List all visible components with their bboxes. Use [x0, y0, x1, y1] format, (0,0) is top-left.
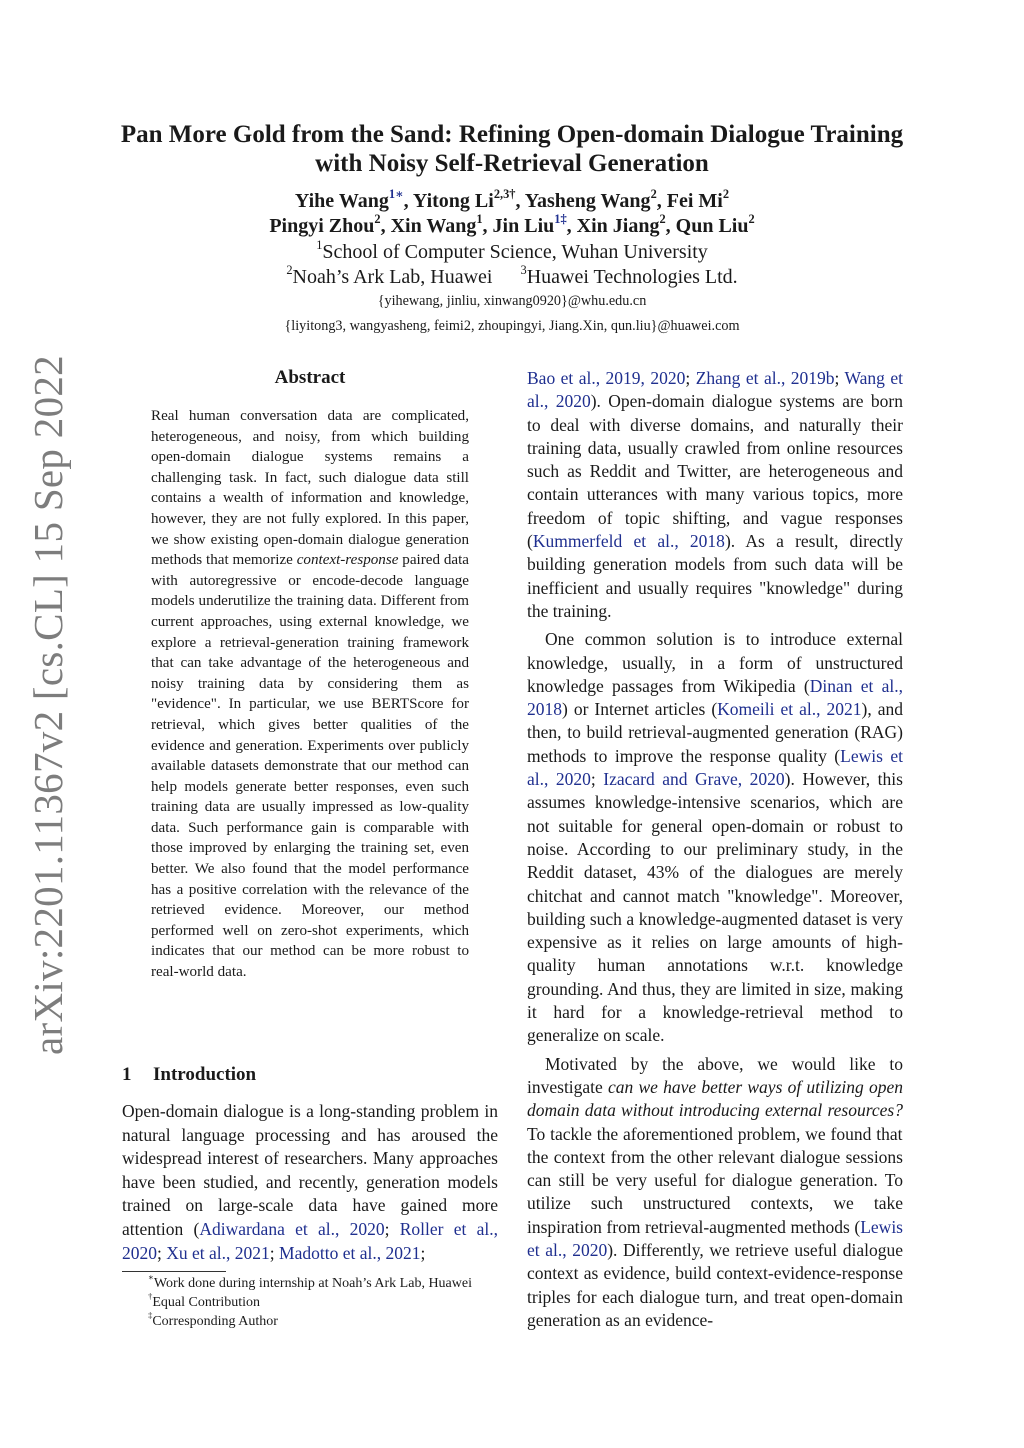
author-name: Xin Jiang — [576, 215, 660, 237]
author-mark: 2 — [722, 187, 730, 202]
citation-link[interactable]: Roller et al., 2020 — [122, 1218, 499, 1263]
author-mark: 2 — [748, 212, 755, 227]
citation-link[interactable]: Xu et al., 2021 — [166, 1242, 270, 1263]
footnote — [148, 1293, 260, 1312]
affiliation-mark: 2 — [286, 263, 293, 278]
author-name: Yitong Li — [412, 190, 494, 212]
affiliation-name: School of Computer Science, Wuhan University — [322, 241, 708, 263]
section-heading-introduction — [122, 1064, 256, 1086]
paragraph: One common solution is to introduce external knowledge, usually, in a form of unstructured knowledge passages from Wikipedia (Dinan et al., 2018) or Internet articles (Komeili et al., 2021), and then, to build retrieval-augmented generation (RAG) methods to improve the response quality (Lewis et al., 2020; Izacard and Grave, 2020). However, this assumes knowledge-intensive scenarios, which are not suitable for general open-domain or robust to noise. According to our preliminary study, in the Reddit dataset, 43% of the dialogues are merely chitchat and cannot match "knowledge". Moreover, building such a knowledge-augmented dataset is very expensive as it relies on large amounts of high-quality human annotations w.r.t. knowledge grounding. And thus, they are limited in size, making it hard for a knowledge-retrieval method to generalize on scale. — [527, 629, 904, 1046]
citation-link[interactable]: Wang et al., 2020 — [527, 368, 904, 412]
affiliation-mark: 1 — [316, 238, 323, 253]
citation-link[interactable]: Zhang et al., 2019b — [695, 368, 835, 388]
citation-link[interactable]: Bao et al., 2019, 2020 — [527, 368, 686, 388]
abstract-text: Real human conversation data are complicated, heterogeneous, and noisy, from which building open-domain dialogue systems remains a challenging task. In fact, such dialogue data still contains a wealth of information and knowledge, however, they are not fully explored. In this paper, we show existing open-domain dialogue generation methods that memorize — [151, 408, 469, 569]
footnote-text: Corresponding Author — [152, 1314, 278, 1329]
author-mark: 2,3† — [493, 187, 516, 202]
author-mark: 2 — [659, 212, 666, 227]
intro-paragraph: Open-domain dialogue is a long-standing problem in natural language processing and has aroused the widespread interest of researchers. Many approaches have been studied, and recently, generation models trained on large-scale data have gained more attention (Adiwardana et al., 2020; Roller et al., 2020; Xu et al., 2021; Madotto et al., 2021; — [122, 1101, 499, 1263]
paragraph-text: To tackle the aforementioned problem, we found that the context from the other relevant dialogue sessions can still be very useful for dialogue generation. To utilize such unstructured contexts, we take inspiration from retrieval-augmented methods ( — [527, 1123, 903, 1237]
paragraph-text: ). As a result, directly building generation models from such data will be inefficient and usually requires "knowledge" during the training. — [527, 531, 903, 621]
abstract-body — [151, 406, 469, 983]
citation-link[interactable]: Lewis et al., 2020 — [527, 1216, 903, 1260]
affiliation-line-1 — [100, 240, 924, 264]
author-line-1: Yihe Wang$^{1∗}$, Yitong $Li^{2,3\dagger}$, Yasheng Wang$^2$, Fei Mi$^2$ — [294, 187, 730, 212]
paper-title: Pan More Gold from the Sand: Refining Open-domain Dialogue Training with Noisy Self-Retrieval Generation — [120, 121, 904, 177]
affiliation-line-2 — [100, 265, 924, 289]
footnote-divider — [122, 1271, 226, 1272]
citation-link[interactable]: Adiwardana et al., 2020 — [199, 1218, 385, 1239]
citation-link[interactable]: Lewis et al., 2020 — [527, 745, 903, 790]
author-name: Pingyi Zhou — [269, 215, 375, 237]
author-mark: 1‡ — [554, 212, 567, 227]
paragraph-text: ). Open-domain dialogue systems are born to deal with diverse domains, and naturally their training data, usually crawled from online resources such as Reddit and Twitter, are heterogeneous and contain utterances with many various topics, more freedom of topic shifting, and vague responses ( — [527, 391, 903, 552]
affiliation-mark: 3 — [520, 263, 527, 278]
footnote-text: Equal Contribution — [152, 1295, 261, 1310]
right-column — [527, 367, 903, 1337]
citation-link[interactable]: Izacard and Grave, 2020 — [603, 769, 785, 790]
paragraph-text: One common solution is to introduce external knowledge, usually, in a form of unstructured knowledge passages from Wikipedia ( — [527, 629, 903, 696]
email-line-huawei: {liyitong3, wangyasheng, feimi2, zhoupingyi, Jiang.Xin, qun.liu}@huawei.com — [284, 318, 740, 334]
author-line-2: Pingyi Zhou$^2$, Xin Wang$^1$, Jin Liu$^{1\ddagger}$, Xin Jiang$^2$, Qun Liu$^2$ — [269, 212, 755, 237]
paragraph-text: ). Differently, we retrieve useful dialogue context as evidence, build context-evidence-response triples for each dialogue turn, and treat open-domain generation as an evidence- — [527, 1239, 903, 1330]
email-line-whu: {yihewang, jinliu, xinwang0920}@whu.edu.cn — [377, 293, 647, 309]
paragraph-text: ) or Internet articles ( — [562, 699, 718, 720]
footnote-text: Work done during internship at Noah’s Ark Lab, Huawei — [153, 1276, 472, 1291]
section-title: Introduction — [153, 1064, 257, 1085]
intro-text: Open-domain dialogue is a long-standing problem in natural language processing and has aroused the widespread interest of researchers. Many approaches have been studied, and recently, generation models trained on large-scale data have gained more attention ( — [122, 1101, 498, 1239]
author-mark: 1∗ — [388, 187, 404, 202]
paragraph-italic: can we have better ways of utilizing open domain data without introducing external resources? — [527, 1076, 903, 1121]
author-mark: 2 — [650, 187, 657, 202]
author-name: Jin Liu — [492, 215, 555, 237]
paragraph — [527, 1053, 903, 1333]
affiliation-name: Noah’s Ark Lab, Huawei — [292, 266, 493, 288]
citation-link[interactable]: Komeili et al., 2021 — [717, 699, 862, 720]
footnote — [148, 1274, 472, 1293]
author-name: Qun Liu — [675, 215, 749, 237]
citation-link[interactable]: Kummerfeld et al., 2018 — [532, 531, 725, 552]
arxiv-identifier: arXiv:2201.11367v2 [cs.CL] 15 Sep 2022 — [25, 355, 71, 1055]
footnote-mark: † — [148, 1291, 153, 1302]
paragraph: Bao et al., 2019, 2020; Zhang et al., 2019b; Wang et al., 2020). Open-domain dialogue systems are born to deal with diverse domains, and naturally their training data, usually crawled from online resources such as Reddit and Twitter, are heterogeneous and contain utterances with many various topics, more freedom of topic shifting, and vague responses (Kummerfeld et al., 2018). As a result, directly building generation models from such data will be inefficient and usually requires "knowledge" during the training. — [527, 368, 904, 621]
abstract-italic-term: context-response — [296, 552, 399, 569]
abstract-heading: Abstract — [274, 367, 346, 388]
footnote-mark: ‡ — [148, 1310, 153, 1321]
citation-link[interactable]: Madotto et al., 2021 — [279, 1242, 421, 1263]
paragraph-text: Motivated by the above, we would like to investigate — [527, 1053, 903, 1097]
footnote — [148, 1312, 278, 1331]
abstract-text: paired data with autoregressive or encode-decode language models underutilize the training data. Different from current approaches, using external knowledge, we explore a retrieval-generation training framework that can take advantage of the heterogeneous and noisy training data by considering them as "evidence". In particular, we use BERTScore for retrieval, which gives better qualities of the evidence and generation. Experiments over publicly available datasets demonstrate that our method can help models generate better responses, even such training data are usually impressed as low-quality data. Such performance gain is comparable with those improved by enlarging the training set, even better. We also found that the model performance has a positive correlation with the relevance of the retrieved evidence. Moreover, our method performed well on zero-shot experiments, which indicates that our method can be more robust to real-world data. — [151, 552, 469, 981]
paragraph-text: ). However, this assumes knowledge-intensive scenarios, which are not suitable for general open-domain or robust to noise. According to our preliminary study, in the Reddit dataset, 43% of the dialogues are merely chitchat and cannot match "knowledge". Moreover, building such a knowledge-augmented dataset is very expensive as it relies on large amounts of high-quality human annotations w.r.t. knowledge grounding. And thus, they are limited in size, making it hard for a knowledge-retrieval method to generalize on scale. — [527, 769, 903, 1046]
section-number: 1 — [122, 1064, 132, 1085]
author-mark: 2 — [374, 212, 381, 227]
author-name: Fei Mi — [666, 190, 723, 212]
affiliation-name: Huawei Technologies Ltd. — [526, 266, 738, 288]
citation-link[interactable]: Dinan et al., 2018 — [527, 675, 904, 720]
footnote-mark: ∗ — [148, 1272, 154, 1283]
author-name: Xin Wang — [390, 215, 477, 237]
author-name: Yihe Wang — [294, 190, 389, 212]
author-name: Yasheng Wang — [524, 190, 651, 212]
paragraph-text: ), and then, to build retrieval-augmented generation (RAG) methods to improve the response quality ( — [527, 699, 903, 766]
author-mark: 1 — [476, 212, 483, 227]
